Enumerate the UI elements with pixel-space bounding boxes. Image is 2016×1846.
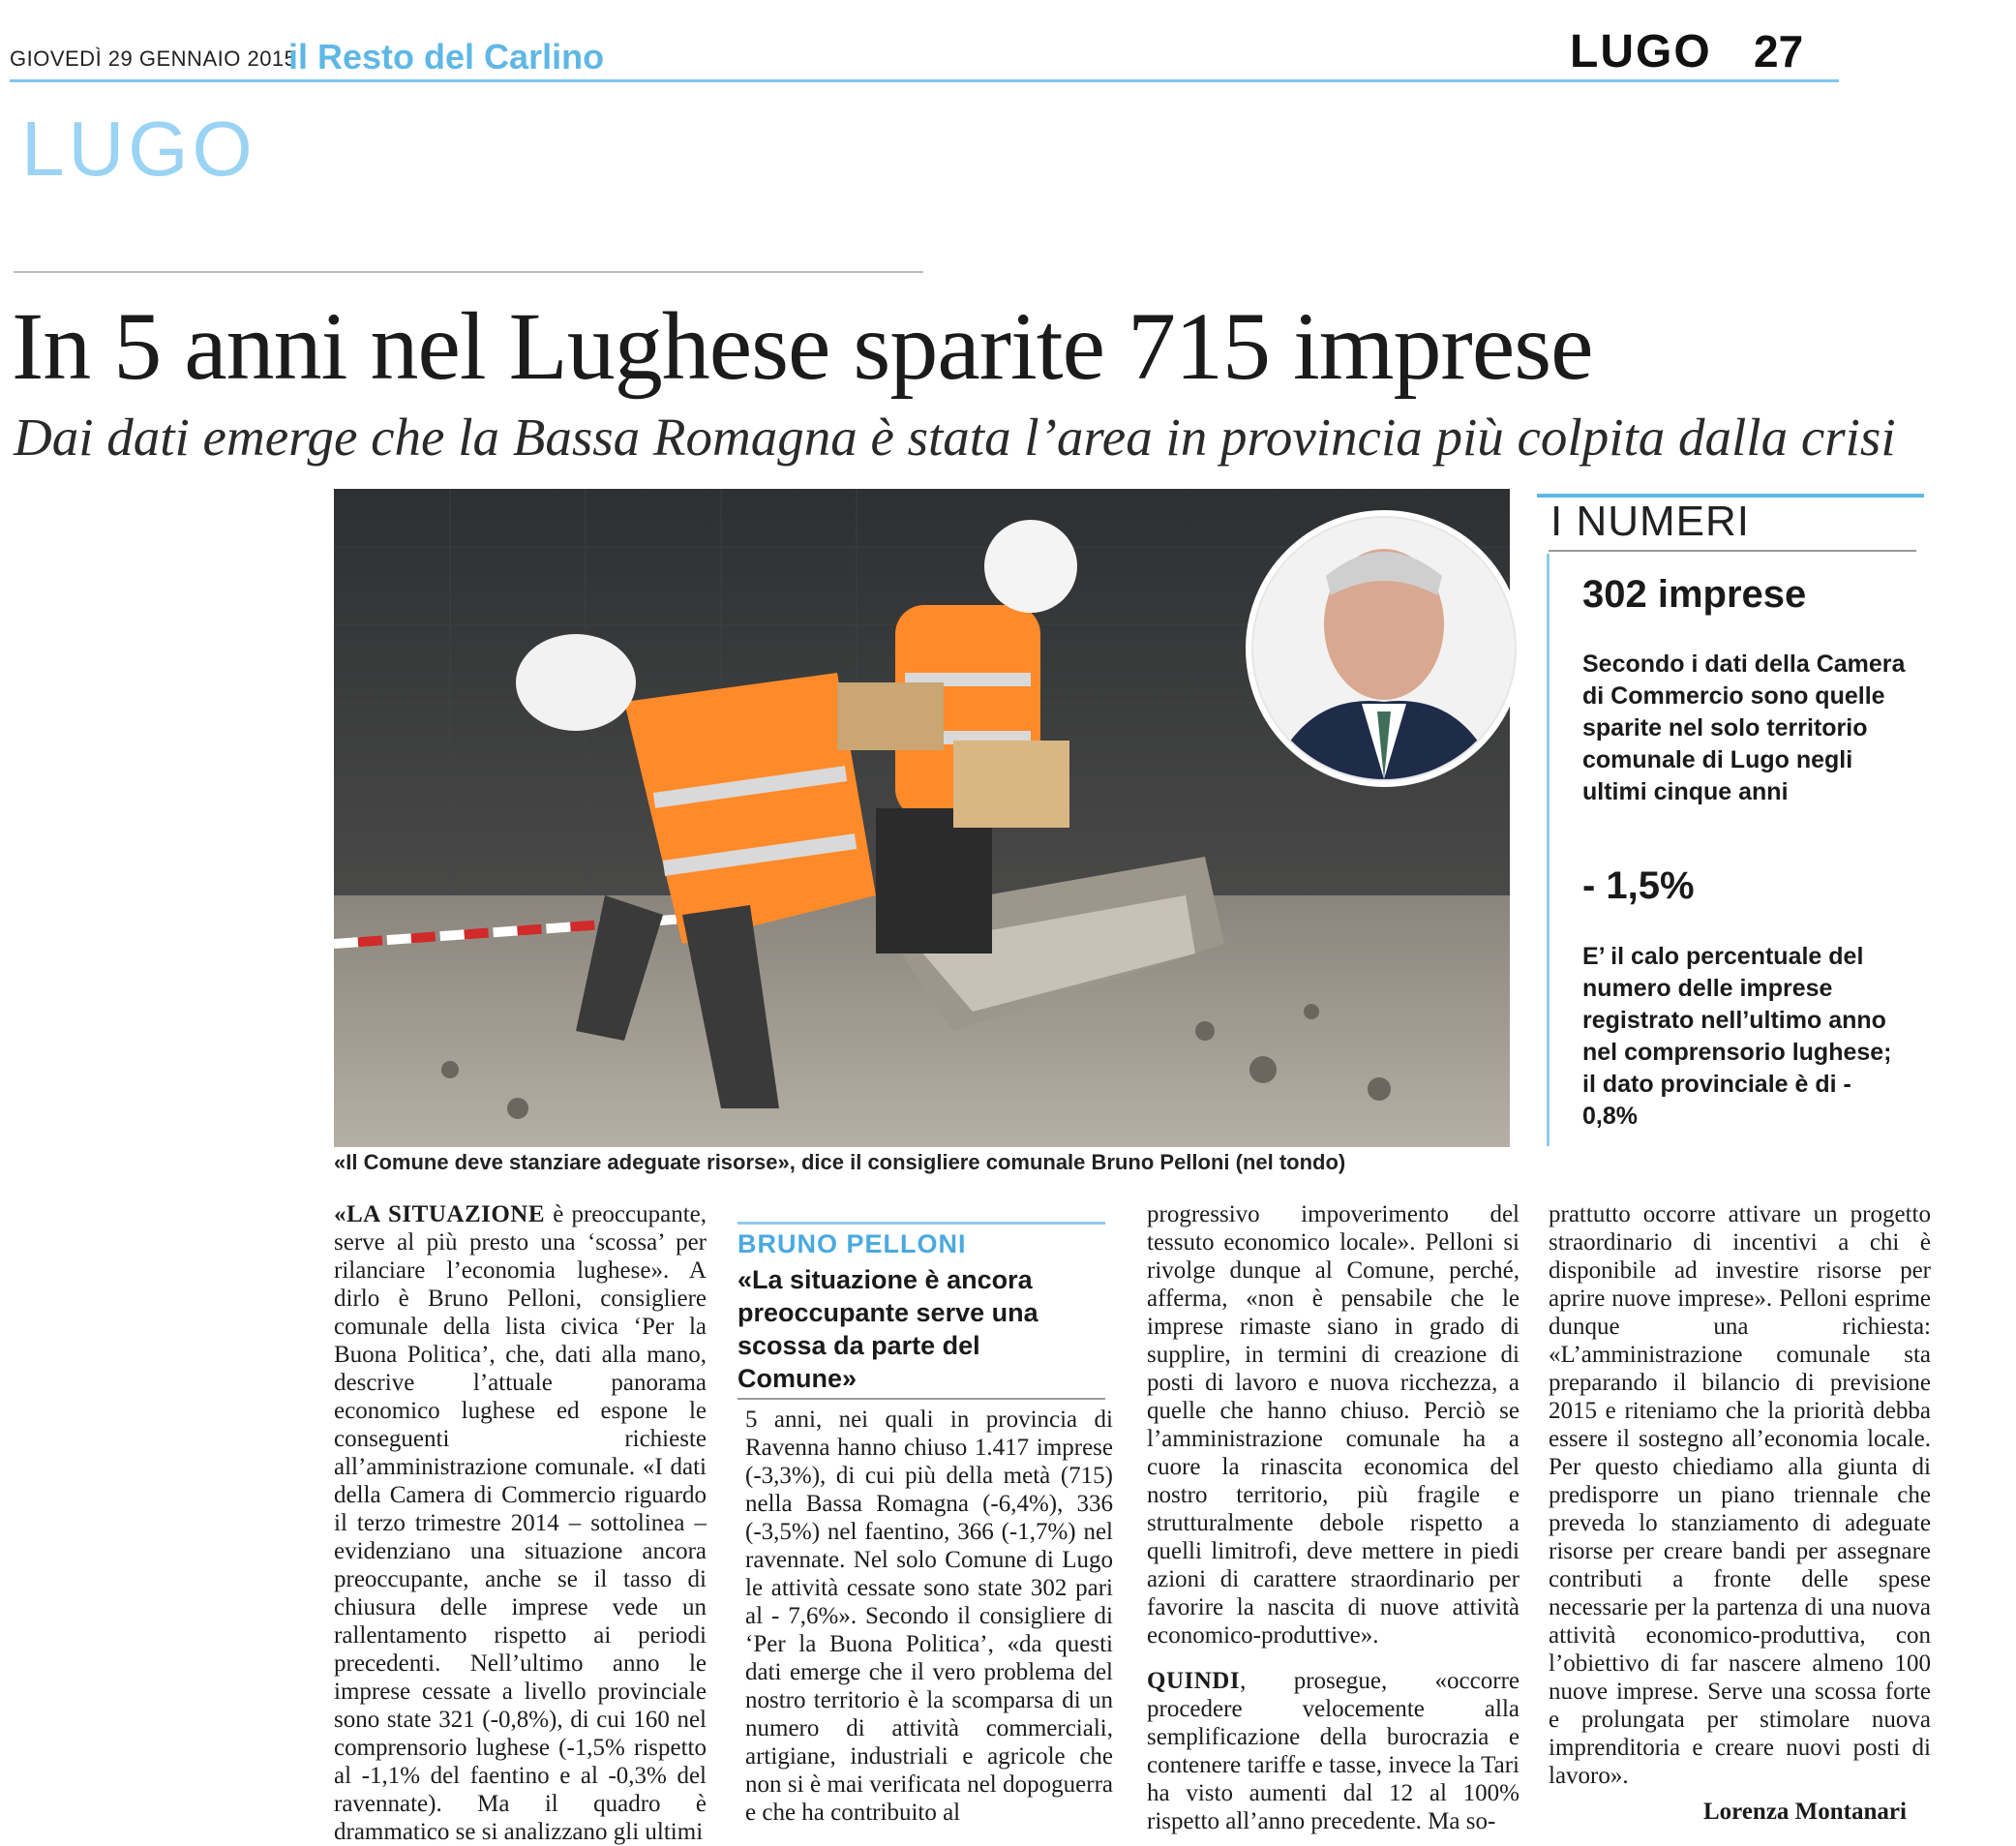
column-text: 5 anni, nei quali in provincia di Ravenna hanno chiuso 1.417 imprese (-3,3%), di cui più della metà (715) nella Bassa Romagna (-6,4%), 336 (-3,5%) nel faentino, 366 (-1,7%) nel ravennate. Nel solo Comune di Lugo le attività cessate sono state 302 pari al - 7,6%». Secondo il consigliere di ‘Per la Buona Politica’, «da questi dati emerge che il vero problema del nostro territorio è la scomparsa di un numero di attività commerciali, artigiane, industriali e agricole che non si è mai verificata nel dopoguerra e che ha contribuito al — [745, 1407, 1113, 1826]
column-text: progressivo impoverimento del tessuto economico locale». Pelloni si rivolge dunque al Comune, perché, afferma, «non è pensabile che le imprese rimaste siano in grado di supplire, in termini di creazione di posti di lavoro e nuova ricchezza, a quelle che hanno chiuso. Perciò se l’amministrazione comunale ha a cuore la rinascita economica del nostro territorio, più fragile e strutturalmente debole rispetto a quelli limitrofi, deve mettere in piedi azioni di carattere straordinario per favorire la nascita di nuove attività economico-produttive». — [1147, 1201, 1520, 1649]
column-text: prattutto occorre attivare un progetto straordinario di incentivi a chi è disponibile ad investire risorse per aprire nuove imprese». Pelloni esprime dunque una richiesta: «L’amministrazione comunale sta preparando il bilancio di previsione 2015 e riteniamo che la priorità debba essere il sostegno all’economia locale. Per questo chiediamo alla giunta di predisporre un piano triennale che preveda lo stanziamento di adeguate risorse per creare bandi per assegnare contributi a fronte delle spese necessarie per la partenza di una nuova attività economico-produttiva, con l’obiettivo di far nascere almeno 100 nuove imprese. Serve una scossa forte e prolungata per stimolare nuova imprenditoria e creare nuovi posti di lavoro». — [1549, 1201, 1931, 1789]
masthead-rule — [10, 79, 1839, 82]
lead-in: «LA SITUAZIONE — [334, 1201, 546, 1227]
subheadline: Dai dati emerge che la Bassa Romagna è stata l’area in provincia più colpita dalla crisi — [14, 408, 1896, 467]
byline: Lorenza Montanari — [1703, 1799, 1907, 1825]
photo-caption: «Il Comune deve stanziare adeguate risorse», dice il consigliere comunale Bruno Pelloni (nel tondo) — [334, 1150, 1346, 1174]
article-column-2 — [745, 1406, 1113, 1831]
column-text: , prosegue, «occorre procedere velocemente alla semplificazione della burocrazia e contenere tariffe e tasse, invece la Tari ha visto aumenti dal 12 al 100% rispetto all’anno precedente. Ma so- — [1147, 1668, 1520, 1834]
article-column-3 — [1147, 1200, 1520, 1834]
quote-rule — [737, 1222, 1105, 1225]
lead-in: QUINDI — [1147, 1668, 1241, 1694]
stat-value: - 1,5% — [1582, 864, 1695, 907]
stat-value: 302 imprese — [1582, 573, 1807, 616]
section-title: LUGO — [21, 106, 256, 192]
issue-date: GIOVEDÌ 29 GENNAIO 2015 — [10, 46, 297, 71]
article-column-4 — [1549, 1200, 1931, 1789]
article-photo — [334, 489, 1510, 1147]
headline: In 5 anni nel Lughese sparite 715 imprese — [12, 292, 1593, 400]
quote-bottom-rule — [737, 1398, 1105, 1400]
column-text: è preoccupante, serve al più presto una ‘scossa’ per rilanciare l’economia lughese». A dirlo è Bruno Pelloni, consigliere comunale della lista civica ‘Per la Buona Politica’, che, dati alla mano, descrive l’attuale panorama economico lughese ed espone le conseguenti richieste all’amministrazione comunale. «I dati della Camera di Commercio riguardo il terzo trimestre 2014 – sottolinea – evidenziano una situazione ancora preoccupante, anche se il tasso di chiusura delle imprese vede un rallentamento rispetto ai periodi precedenti. Nell’ultimo anno le imprese cessate a livello provinciale sono state 321 (-0,8%), di cui 160 nel comprensorio lughese (-1,5% rispetto al -1,1% del faentino e al -0,3% del ravennate). Ma il quadro è drammatico se si analizzano gli ultimi — [334, 1201, 707, 1845]
article-column-1 — [334, 1200, 707, 1845]
quote-author: BRUNO PELLONI — [737, 1229, 967, 1258]
construction-workers-illustration — [334, 489, 1510, 1147]
newspaper-logo: il Resto del Carlino — [288, 37, 605, 76]
section-name: LUGO — [1570, 26, 1712, 77]
divider — [14, 271, 923, 273]
pull-quote — [737, 1229, 1105, 1395]
sidebar-title: I NUMERI — [1550, 498, 1750, 545]
quote-text: «La situazione è ancora preoccupante serve una scossa da parte del Comune» — [737, 1265, 1038, 1393]
page-number: 27 — [1754, 26, 1804, 76]
stat-description: E’ il calo percentuale del numero delle imprese registrato nell’ultimo anno nel comprensorio lughese; il dato provinciale è di - 0,8% — [1582, 943, 1892, 1130]
sidebar-divider — [1549, 550, 1916, 552]
stat-description: Secondo i dati della Camera di Commercio sono quelle sparite nel solo territorio comunale di Lugo negli ultimi cinque anni — [1582, 651, 1906, 805]
